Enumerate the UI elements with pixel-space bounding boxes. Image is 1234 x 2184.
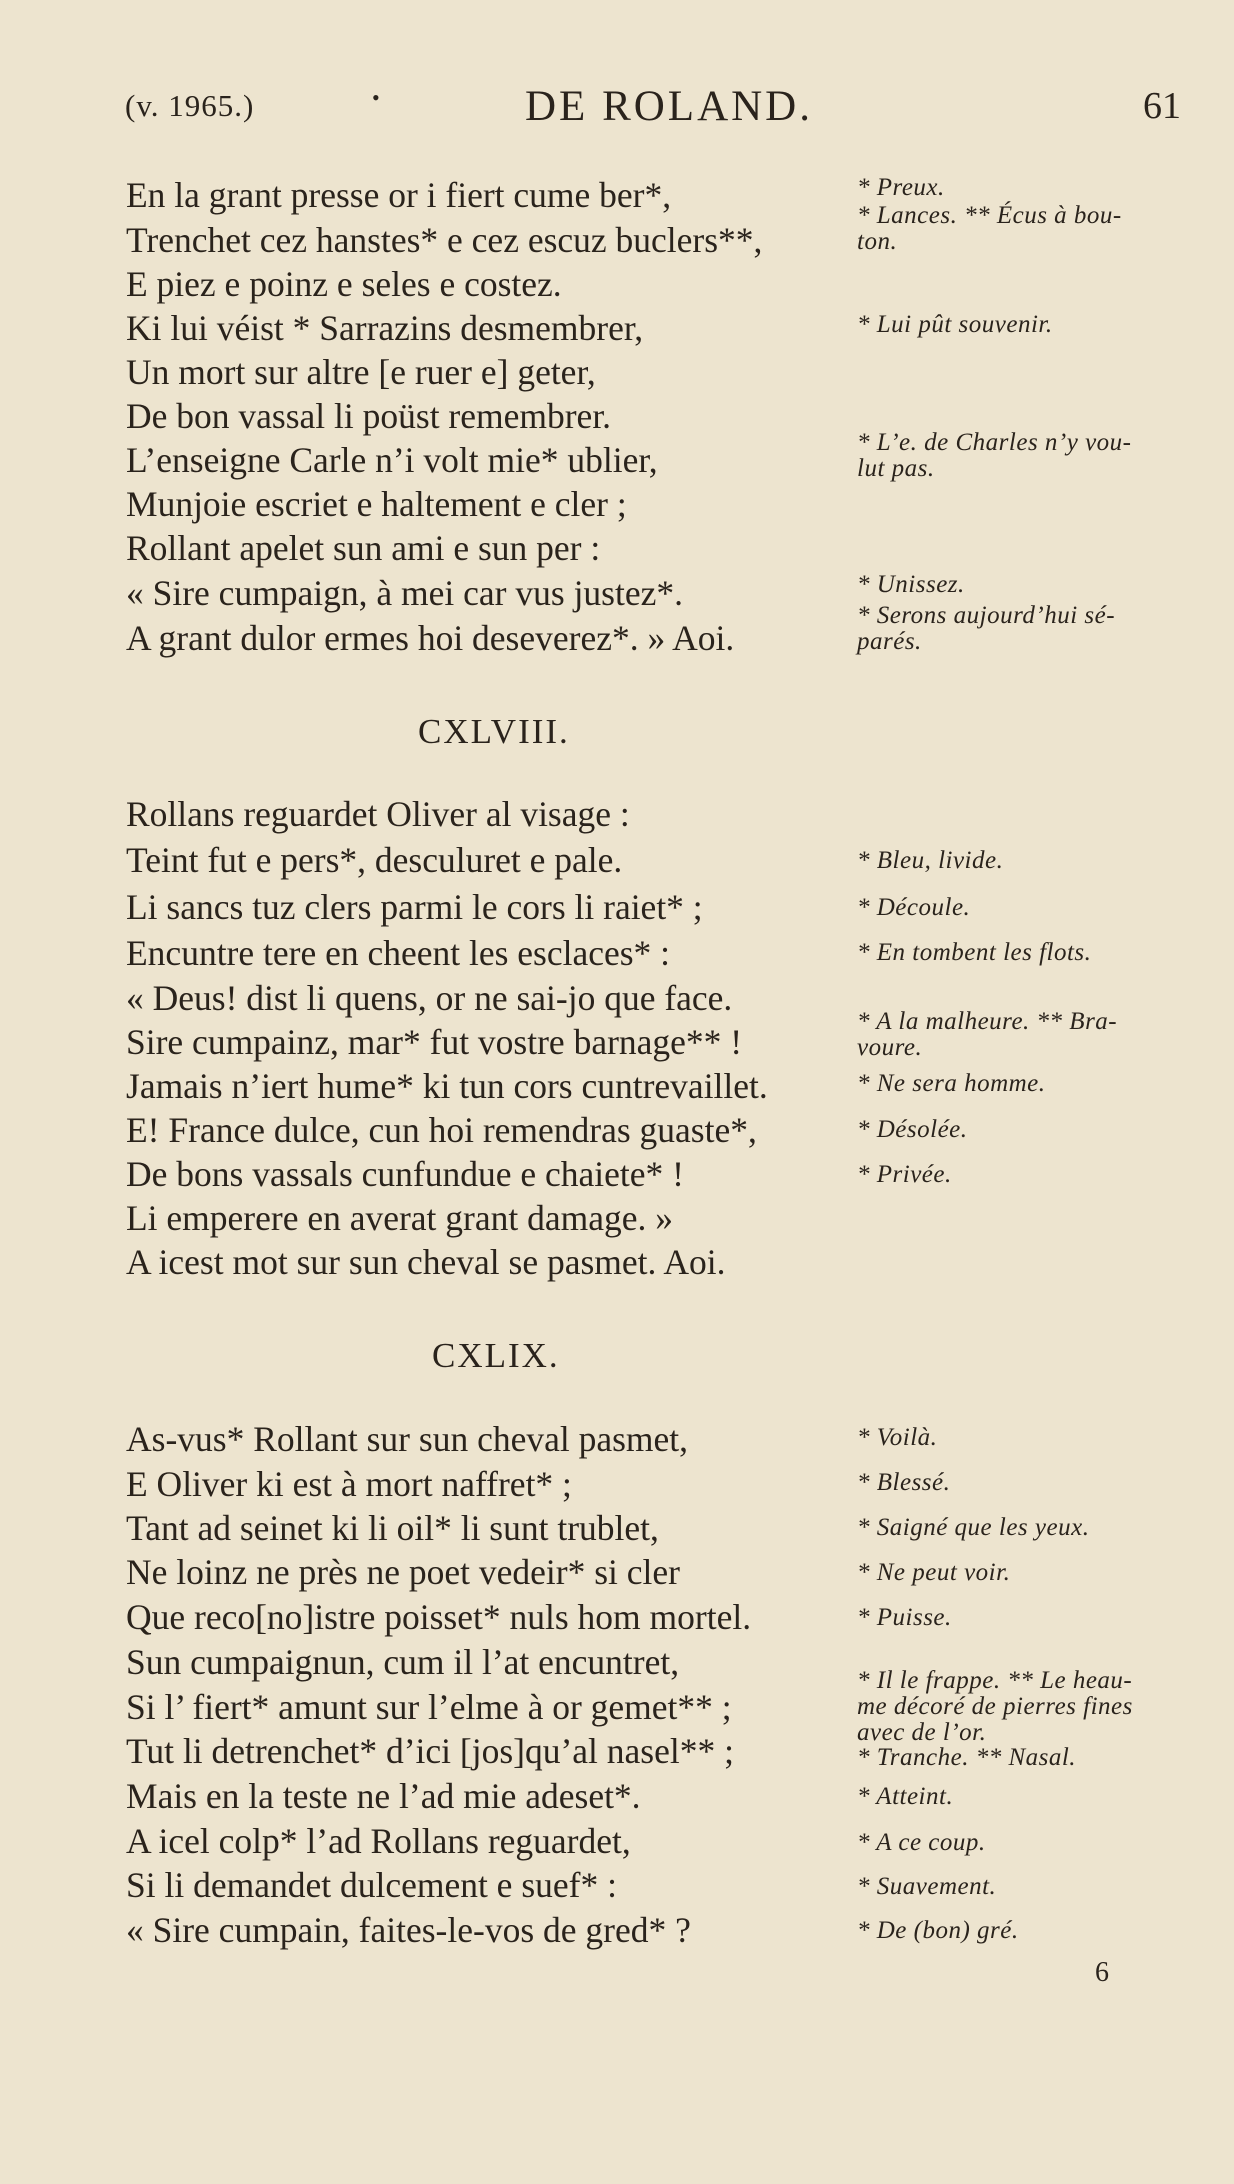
gloss: * Puisse. [857, 1604, 952, 1631]
verse-line: E! France dulce, cun hoi remendras guaste*, [126, 1110, 757, 1150]
verse-line: De bon vassal li poüst remembrer. [126, 396, 612, 436]
verse-line: En la grant presse or i fiert cume ber*, [126, 175, 672, 215]
gloss: * Suavement. [857, 1873, 997, 1900]
gloss: * Atteint. [857, 1783, 954, 1810]
gloss: * De (bon) gré. [857, 1917, 1019, 1944]
verse-line: A icel colp* l’ad Rollans reguardet, [126, 1821, 631, 1861]
running-title: DE ROLAND. [525, 83, 813, 130]
verse-range: (v. 1965.) [125, 88, 255, 123]
verse-line: Sire cumpainz, mar* fut vostre barnage** ! [126, 1022, 743, 1062]
gloss: * Serons aujourd’hui sé- parés. [857, 602, 1116, 655]
gloss: * En tombent les flots. [857, 939, 1092, 966]
gloss: * Blessé. [857, 1469, 951, 1496]
gloss: * Tranche. ** Nasal. [857, 1744, 1077, 1771]
verse-line: Tut li detrenchet* d’ici [jos]qu’al nasel** ; [126, 1731, 734, 1771]
verse-line: Que reco[no]istre poisset* nuls hom mortel. [126, 1597, 752, 1637]
verse-line: Mais en la teste ne l’ad mie adeset*. [126, 1776, 641, 1816]
verse-line: Ki lui véist * Sarrazins desmembrer, [126, 308, 644, 348]
gloss: * Lui pût souvenir. [857, 311, 1053, 338]
page-number: 61 [1143, 85, 1181, 127]
running-header [125, 80, 1185, 132]
verse-line: « Deus! dist li quens, or ne sai-jo que face. [126, 978, 733, 1018]
verse-line: « Sire cumpaign, à mei car vus justez*. [126, 573, 683, 613]
gloss: * A la malheure. ** Bra- voure. [857, 1008, 1118, 1061]
verse-line: Sun cumpaignun, cum il l’at encuntret, [126, 1642, 680, 1682]
gloss: * Preux. [857, 174, 945, 201]
gloss: * Désolée. [857, 1116, 968, 1143]
verse-line: L’enseigne Carle n’i volt mie* ublier, [126, 440, 658, 480]
gloss: * Privée. [857, 1161, 952, 1188]
verse-line: Si li demandet dulcement e suef* : [126, 1865, 617, 1905]
gloss: * Ne peut voir. [857, 1559, 1011, 1586]
verse-line: Un mort sur altre [e ruer e] geter, [126, 352, 596, 392]
gloss: * L’e. de Charles n’y vou- lut pas. [857, 429, 1132, 482]
verse-line: Trenchet cez hanstes* e cez escuz buclers**, [126, 220, 763, 260]
verse-line: Ne loinz ne près ne poet vedeir* si cler [126, 1552, 680, 1592]
verse-line: As-vus* Rollant sur sun cheval pasmet, [126, 1419, 689, 1459]
verse-line: Li sancs tuz clers parmi le cors li raiet* ; [126, 887, 703, 927]
verse-line: Munjoie escriet e haltement e cler ; [126, 484, 627, 524]
gloss: * Ne sera homme. [857, 1070, 1046, 1097]
gloss: * Bleu, livide. [857, 847, 1004, 874]
gloss: * Lances. ** Écus à bou- ton. [857, 202, 1122, 255]
verse-line: Teint fut e pers*, desculuret e pale. [126, 840, 623, 880]
gloss: * Unissez. [857, 571, 965, 598]
section-heading: CXLVIII. [418, 712, 570, 751]
section-heading: CXLIX. [432, 1336, 560, 1375]
verse-line: E piez e poinz e seles e costez. [126, 264, 562, 304]
verse-line: Jamais n’iert hume* ki tun cors cuntrevaillet. [126, 1066, 768, 1106]
gloss: * Voilà. [857, 1424, 938, 1451]
verse-line: De bons vassals cunfundue e chaiete* ! [126, 1154, 684, 1194]
gloss: * Découle. [857, 894, 971, 921]
signature-mark: 6 [1095, 1957, 1109, 1988]
verse-line: Tant ad seinet ki li oil* li sunt trublet, [126, 1508, 659, 1548]
gloss: * A ce coup. [857, 1829, 986, 1856]
verse-line: A grant dulor ermes hoi deseverez*. » Aoi. [126, 618, 735, 658]
gloss: * Il le frappe. ** Le heau- me décoré de pierres fines avec de l’or. [857, 1667, 1133, 1746]
verse-line: A icest mot sur sun cheval se pasmet. Aoi. [126, 1242, 726, 1282]
verse-line: Encuntre tere en cheent les esclaces* : [126, 933, 671, 973]
verse-line: Li emperere en averat grant damage. » [126, 1198, 673, 1238]
header-mark: • [372, 85, 380, 110]
verse-line: Rollant apelet sun ami e sun per : [126, 528, 601, 568]
verse-line: E Oliver ki est à mort naffret* ; [126, 1464, 572, 1504]
verse-line: Rollans reguardet Oliver al visage : [126, 794, 630, 834]
verse-line: Si l’ fiert* amunt sur l’elme à or gemet** ; [126, 1687, 732, 1727]
verse-line: « Sire cumpain, faites-le-vos de gred* ? [126, 1910, 691, 1950]
gloss: * Saigné que les yeux. [857, 1514, 1090, 1541]
